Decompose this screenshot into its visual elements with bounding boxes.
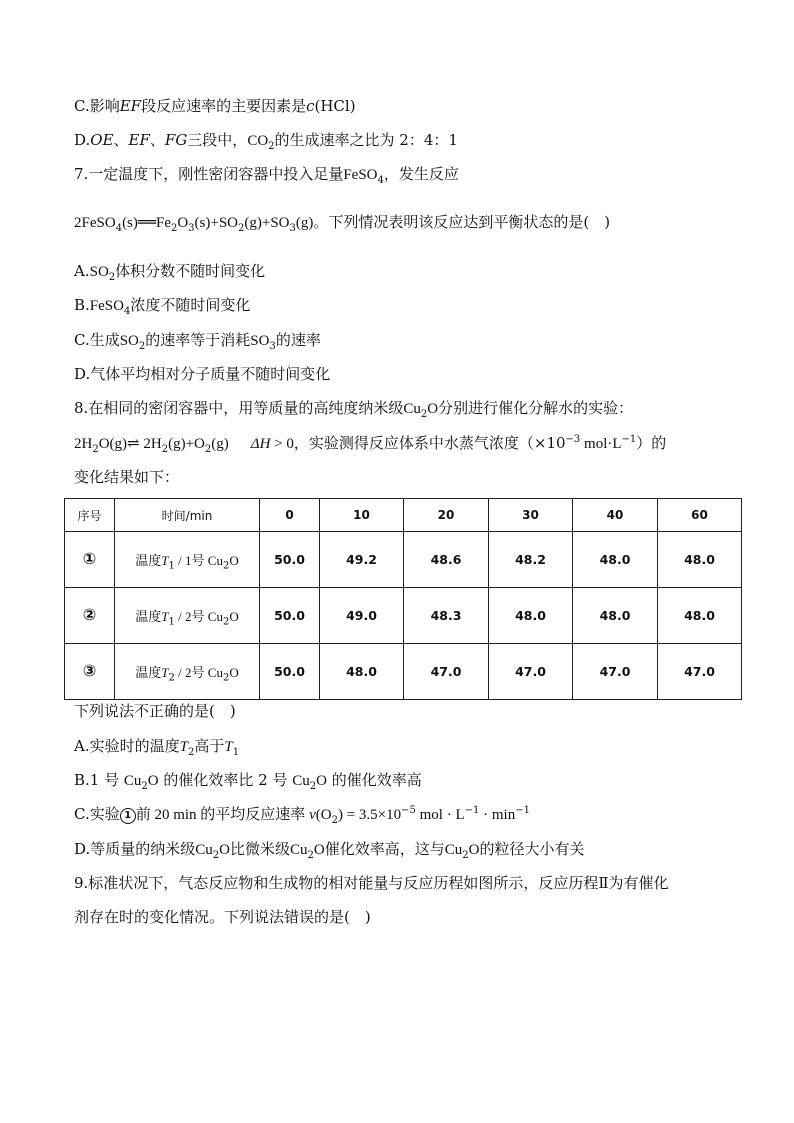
subscript: 2	[108, 272, 116, 283]
table-cell: 48.0	[573, 532, 658, 588]
eq-term: (g)+O	[168, 436, 205, 452]
option-label: B.	[74, 296, 90, 314]
cu2o-formula: Cu	[195, 842, 213, 858]
table-cell: 47.0	[658, 644, 742, 700]
subscript: 3	[188, 223, 195, 234]
cu2o-formula: Cu	[290, 842, 308, 858]
equals-arrow: ══	[137, 213, 156, 231]
separator: 、	[149, 131, 165, 149]
separator: 、	[113, 131, 129, 149]
enthalpy-value: > 0	[270, 436, 294, 452]
q7-stem	[74, 163, 459, 186]
subscript: 2	[161, 444, 169, 455]
option-text: B.1 号	[74, 771, 124, 789]
table-cell: 50.0	[260, 588, 320, 644]
subscript: 2	[222, 616, 230, 628]
table-cell: 49.2	[320, 532, 404, 588]
cu2o-formula: Cu	[444, 842, 463, 858]
cu2o-formula: O	[219, 842, 230, 858]
row-condition	[115, 532, 260, 588]
eq-term: 2FeSO	[74, 215, 116, 231]
q8-question	[74, 700, 236, 722]
unit: mol · L	[415, 807, 465, 823]
q9-stem-line-1	[74, 872, 669, 894]
subscript: 2	[420, 409, 428, 420]
table-cell: 48.0	[573, 588, 658, 644]
table-cell: 49.0	[320, 588, 404, 644]
so2-formula: SO	[89, 264, 109, 280]
subscript: 1	[168, 616, 175, 628]
table-header: 30	[489, 499, 573, 532]
cond-text: 温度	[135, 554, 162, 569]
option-text: 体积分数不随时间变化	[115, 262, 266, 280]
hcl-formula: (HCl)	[314, 97, 356, 115]
table-header: 时间/min	[115, 499, 260, 532]
row-condition	[115, 588, 260, 644]
cu2o-formula: O	[313, 842, 325, 858]
table-row	[65, 532, 742, 588]
q9-text: 剂存在时的变化情况。下列说法错误的是( )	[74, 908, 371, 926]
cu2o-formula: O	[229, 553, 239, 568]
q7-equation	[74, 211, 610, 234]
option-text: 的速率等于消耗	[145, 331, 251, 349]
segment-fg: FG	[164, 131, 188, 149]
cond-text: 温度	[135, 666, 162, 681]
subscript: 1	[232, 747, 240, 758]
option-text: 的催化效率比 2 号	[158, 771, 293, 789]
q9-text: 9.标准状况下，气态反应物和生成物的相对能量与反应历程如图所示，反应历程Ⅱ为有催化	[74, 874, 669, 892]
option-c-line	[74, 95, 356, 117]
cu2o-formula: O	[316, 773, 327, 789]
option-d-text: 三段中，	[187, 131, 248, 149]
option-text: D.等质量的纳米级	[74, 840, 196, 858]
subscript: 2	[222, 560, 230, 572]
option-text: 的速率	[275, 331, 321, 349]
option-text: 浓度不随时间变化	[130, 296, 251, 314]
subscript: 4	[115, 223, 123, 234]
circled-number: 1	[120, 808, 136, 824]
rate-value: ) = 3.5×10	[337, 807, 402, 823]
cu2o-formula: O	[229, 609, 239, 624]
table-cell: 47.0	[489, 644, 573, 700]
eq-term: 2H	[74, 436, 93, 452]
subscript: 2	[92, 444, 99, 455]
subscript: 3	[289, 223, 296, 234]
cond-text: / 2号	[174, 609, 208, 624]
segment-ef: EF	[119, 97, 142, 115]
superscript: −1	[621, 434, 637, 445]
cu2o-formula: O	[468, 842, 480, 858]
temp-symbol: T	[161, 609, 169, 624]
cu2o-formula: Cu	[207, 665, 223, 680]
table-header: 0	[260, 499, 320, 532]
superscript: −5	[401, 805, 416, 816]
row-index	[65, 588, 115, 644]
unit: mol·L	[580, 436, 622, 452]
o2-formula: (O	[315, 807, 332, 823]
superscript: −1	[464, 805, 480, 816]
subscript: 2	[331, 815, 338, 826]
table-cell: 48.0	[658, 532, 742, 588]
cond-text: / 2号	[174, 665, 208, 680]
cu2o-formula: O	[147, 773, 159, 789]
option-text: A.实验时的温度	[74, 737, 180, 755]
eq-term: O	[177, 215, 189, 231]
table-cell: 48.0	[658, 588, 742, 644]
table-header: 60	[658, 499, 742, 532]
option-c-text: 段反应速率的主要因素是	[141, 97, 307, 115]
q8-option-a	[74, 735, 239, 758]
segment-oe: OE	[90, 131, 114, 149]
option-text: C.实验	[74, 805, 120, 823]
q8-stem-text-end: 分别进行催化分解水的实验：	[438, 399, 634, 417]
subscript: 2	[138, 341, 146, 352]
subscript: 2	[187, 747, 195, 758]
q7-stem-text: 7.一定温度下，刚性密闭容器中投入足量	[74, 165, 344, 183]
table-cell: 48.6	[404, 532, 489, 588]
superscript: −1	[515, 805, 530, 816]
option-text: 的催化效率高	[326, 771, 422, 789]
subscript: 2	[141, 781, 148, 792]
concentration-symbol: c	[306, 97, 315, 115]
option-d-line	[74, 129, 458, 152]
subscript: 2	[212, 850, 220, 861]
eq-term: Fe	[155, 215, 171, 231]
q8-option-c	[74, 803, 530, 826]
feso4-formula: FeSO	[89, 298, 124, 314]
subscript: 2	[309, 781, 317, 792]
table-header: 40	[573, 499, 658, 532]
row-index	[65, 644, 115, 700]
cond-text: / 1号	[174, 553, 208, 568]
q8-unit-text: ，实验测得反应体系中水蒸气浓度（×10	[293, 434, 566, 452]
q7-question: 。下列情况表明该反应达到平衡状态的是( )	[313, 213, 611, 231]
table-header: 10	[320, 499, 404, 532]
option-text: 比微米级	[230, 840, 291, 858]
q8-stem	[74, 397, 633, 420]
q8-stem-text: 8.在相同的密闭容器中，用等质量的高纯度纳米级	[74, 399, 404, 417]
table-cell: 47.0	[404, 644, 489, 700]
subscript: 2	[168, 672, 175, 684]
cu2o-formula: O	[427, 401, 439, 417]
cu2o-formula: Cu	[123, 773, 142, 789]
option-text: 的粒径大小有关	[479, 840, 585, 858]
eq-state: (s)	[122, 215, 138, 231]
q7-option-c	[74, 329, 321, 352]
table-header-row	[65, 499, 742, 532]
co2-formula: CO	[247, 133, 269, 149]
so3-formula: SO	[250, 333, 270, 349]
unit: · min	[479, 807, 516, 823]
table-row	[65, 588, 742, 644]
option-text: 前 20 min 的平均反应速率	[135, 807, 310, 823]
q7-option-d	[74, 363, 330, 385]
option-text: D.气体平均相对分子质量不随时间变化	[74, 365, 331, 383]
data-table	[64, 498, 742, 700]
eq-state: (g)	[295, 215, 314, 231]
option-label: C.生成	[74, 331, 120, 349]
q8-ask-text: 下列说法不正确的是( )	[74, 702, 236, 720]
table-cell: 48.3	[404, 588, 489, 644]
q7-option-b	[74, 294, 250, 317]
option-text: 高于	[194, 737, 225, 755]
cu2o-formula: Cu	[403, 401, 421, 417]
circled-number: ③	[82, 661, 97, 680]
cu2o-formula: Cu	[207, 609, 223, 624]
row-condition	[115, 644, 260, 700]
cu2o-formula: Cu	[207, 553, 223, 568]
subscript: 2	[307, 850, 314, 861]
cu2o-formula: Cu	[292, 773, 310, 789]
q8-unit-text-end: ）的	[636, 434, 667, 452]
cu2o-formula: O	[229, 665, 239, 680]
enthalpy-symbol: ΔH	[250, 436, 271, 452]
segment-ef: EF	[128, 131, 150, 149]
circled-number: ②	[82, 605, 97, 624]
superscript: −3	[565, 434, 581, 445]
temp-symbol: T	[161, 665, 169, 680]
table-cell: 48.0	[320, 644, 404, 700]
so2-formula: SO	[119, 333, 139, 349]
equilibrium-arrow: ⇌	[127, 434, 140, 452]
eq-term: O(g)	[98, 436, 128, 452]
table-cell: 47.0	[573, 644, 658, 700]
table-header: 20	[404, 499, 489, 532]
eq-term: (g)	[211, 436, 229, 452]
q8-option-b	[74, 769, 422, 792]
option-c-prefix: C.影响	[74, 97, 120, 115]
table-cell: 48.0	[489, 588, 573, 644]
temp-symbol: T	[179, 739, 188, 755]
feso4-formula: FeSO	[343, 167, 378, 183]
temp-symbol: T	[161, 553, 169, 568]
subscript: 2	[222, 672, 230, 684]
subscript: 2	[462, 850, 469, 861]
subscript: 2	[170, 223, 178, 234]
subscript: 4	[377, 175, 384, 186]
eq-term: (s)+SO	[194, 215, 239, 231]
option-text: 催化效率高，这与	[324, 840, 445, 858]
subscript: 1	[168, 560, 175, 572]
table-header: 序号	[65, 499, 115, 532]
subscript: 2	[268, 141, 275, 152]
table-row	[65, 644, 742, 700]
cond-text: 温度	[135, 610, 162, 625]
q7-stem-text-end: ，发生反应	[383, 165, 459, 183]
temp-symbol: T	[224, 739, 233, 755]
q7-option-a	[74, 260, 265, 283]
eq-term: 2H	[139, 436, 162, 452]
subscript: 2	[204, 444, 212, 455]
q8-equation	[74, 432, 666, 455]
q8-stem-text: 变化结果如下：	[74, 468, 180, 486]
rate-symbol: v	[309, 807, 316, 823]
eq-term: (g)+SO	[244, 215, 290, 231]
table-cell: 50.0	[260, 644, 320, 700]
q9-stem-line-2	[74, 906, 371, 928]
q8-stem-2	[74, 466, 179, 488]
circled-number: ①	[82, 549, 97, 568]
q8-option-d	[74, 838, 585, 861]
table-cell: 48.2	[489, 532, 573, 588]
subscript: 4	[123, 306, 131, 317]
subscript: 3	[269, 341, 276, 352]
option-label: A.	[74, 262, 90, 280]
table-cell: 50.0	[260, 532, 320, 588]
row-index	[65, 532, 115, 588]
option-d-prefix: D.	[74, 131, 91, 149]
subscript: 2	[238, 223, 245, 234]
option-d-ratio: 的生成速率之比为 2：4：1	[274, 131, 458, 149]
